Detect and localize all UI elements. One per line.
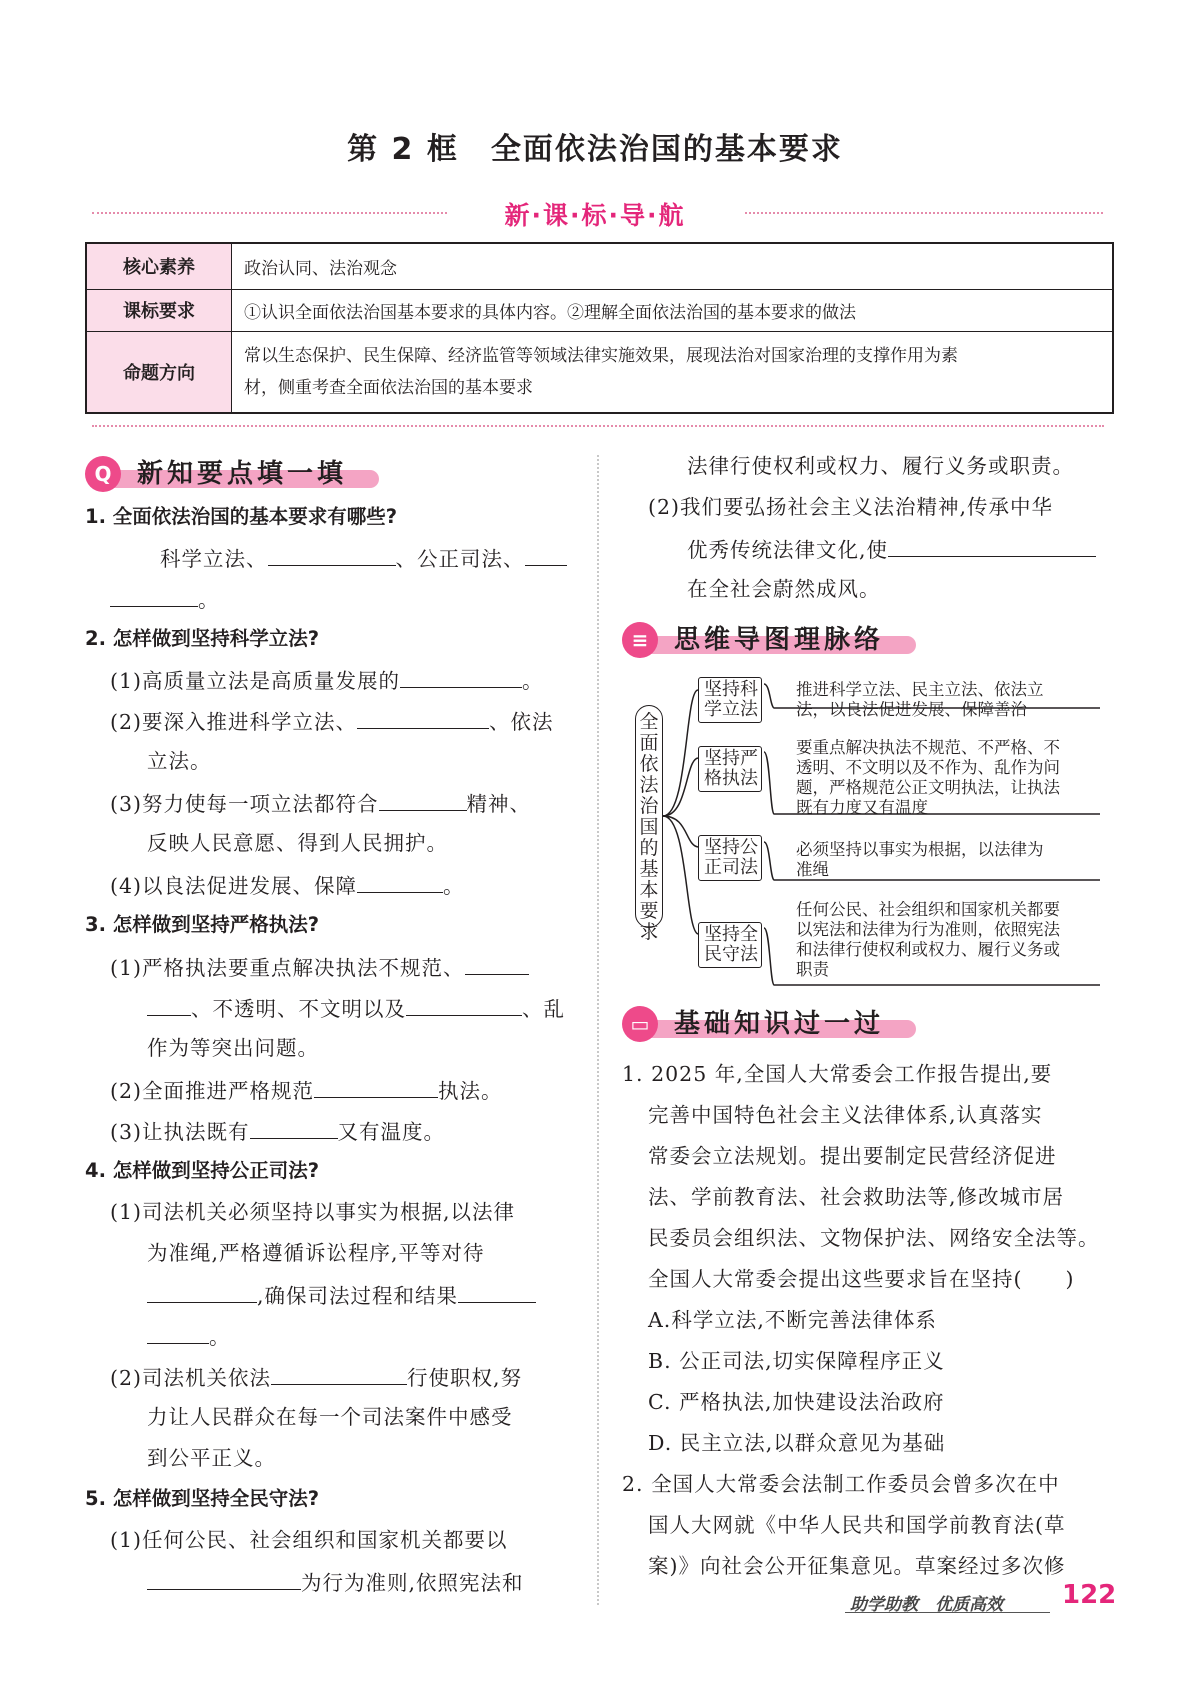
- blank[interactable]: [357, 870, 443, 893]
- fill-line: (1)任何公民、社会组织和国家机关都要以: [110, 1528, 508, 1552]
- blank[interactable]: [271, 1362, 407, 1385]
- blank[interactable]: [314, 1075, 438, 1098]
- question-title: 4. 怎样做到坚持公正司法?: [85, 1159, 320, 1182]
- answer-option[interactable]: C. 严格执法,加快建设法治政府: [648, 1390, 945, 1414]
- mindmap-node: 坚持公 正司法: [698, 835, 762, 881]
- answer-option[interactable]: A.科学立法,不断完善法律体系: [648, 1308, 937, 1332]
- fill-line: (3)让执法既有 又有温度。: [110, 1116, 445, 1146]
- book-icon: ▭: [622, 1006, 658, 1042]
- fill-line: (4)以良法促进发展、保障 。: [110, 870, 465, 900]
- fill-line: 、不透明、不文明以及 、乱: [147, 993, 565, 1023]
- table-value-line: 材，侧重考查全面依法治国的基本要求: [244, 377, 533, 398]
- fill-line: 优秀传统法律文化,使: [687, 534, 1096, 564]
- section-title: 基础知识过一过: [674, 1009, 885, 1039]
- mindmap-text: 必须坚持以事实为根据，以法律为 准绳: [796, 841, 1044, 879]
- question-line: 民委员会组织法、文物保护法、网络安全法等。: [648, 1226, 1100, 1250]
- mindmap-node: 坚持全 民守法: [698, 922, 762, 968]
- answer-option[interactable]: B. 公正司法,切实保障程序正义: [648, 1349, 945, 1373]
- footer-slogan: 助学助教 优质高效: [850, 1595, 1003, 1615]
- fill-line: 为准绳,严格遵循诉讼程序,平等对待: [147, 1241, 485, 1265]
- dotted-divider: [92, 425, 1104, 427]
- fill-line: (2)要深入推进科学立法、 、依法: [110, 706, 554, 736]
- fill-line: (2)我们要弘扬社会主义法治精神,传承中华: [648, 495, 1054, 519]
- column-divider: [597, 455, 599, 1605]
- section-header-mindmap: [622, 620, 922, 660]
- fill-line: 到公平正义。: [147, 1446, 276, 1470]
- question-line: 常委会立法规划。提出要制定民营经济促进: [648, 1144, 1057, 1168]
- answer-option[interactable]: D. 民主立法,以群众意见为基础: [648, 1431, 946, 1455]
- fill-line: 作为等突出问题。: [147, 1036, 319, 1060]
- section-title: 新知要点填一填: [137, 459, 348, 489]
- blank[interactable]: [268, 543, 396, 566]
- section-header-fill: [85, 454, 385, 494]
- mindmap-text: 要重点解决执法不规范、不严格、不 透明、不文明以及不作为、乱作为问 题，严格规范公正文明执法，让执法 既有力度又有温度: [796, 739, 1060, 817]
- search-icon: Q: [85, 456, 121, 492]
- blank[interactable]: [147, 1321, 209, 1344]
- mindmap-root-char: 基: [639, 859, 659, 880]
- fill-line: 力让人民群众在每一个司法案件中感受: [147, 1405, 513, 1429]
- mindmap-root-char: 本: [639, 880, 659, 901]
- question-title: 5. 怎样做到坚持全民守法?: [85, 1487, 320, 1510]
- mindmap-root-char: 求: [639, 922, 659, 943]
- question-line: 完善中国特色社会主义法律体系,认真落实: [648, 1103, 1043, 1127]
- table-value-line: 常以生态保护、民生保障、经济监管等领域法律实施效果，展现法治对国家治理的支撑作用为素: [244, 345, 958, 366]
- mindmap-root-char: 治: [639, 796, 659, 817]
- section-header-basics: [622, 1004, 922, 1044]
- table-value: ①认识全面依法治国基本要求的具体内容。②理解全面依法治国的基本要求的做法: [232, 289, 1114, 331]
- blank[interactable]: [465, 952, 529, 975]
- table-key: 命题方向: [86, 331, 232, 413]
- mindmap-node: 坚持严 格执法: [698, 746, 762, 792]
- question-line: 案)》向社会公开征集意见。草案经过多次修: [648, 1554, 1066, 1578]
- question-title: 3. 怎样做到坚持严格执法?: [85, 913, 320, 936]
- table-value: 政治认同、法治观念: [232, 243, 1114, 289]
- blank[interactable]: [406, 993, 522, 1016]
- fill-line: 。: [147, 1321, 231, 1351]
- blank[interactable]: [525, 543, 567, 566]
- fill-line: (1)司法机关必须坚持以事实为根据,以法律: [110, 1200, 516, 1224]
- list-icon: ≡: [622, 622, 658, 658]
- mindmap-node: 坚持科 学立法: [698, 677, 762, 723]
- question-line: 1. 2025 年,全国人大常委会工作报告提出,要: [622, 1062, 1053, 1086]
- mindmap-root-char: 法: [639, 775, 659, 796]
- page-title: 第 2 框 全面依法治国的基本要求: [347, 132, 843, 167]
- blank[interactable]: [458, 1280, 536, 1303]
- fill-line: (1)高质量立法是高质量发展的 。: [110, 665, 544, 695]
- table-key: 核心素养: [86, 243, 232, 289]
- blank[interactable]: [147, 1567, 301, 1590]
- fill-line: 为行为准则,依照宪法和: [147, 1567, 524, 1597]
- table-value: [232, 331, 1114, 413]
- question-line: 法、学前教育法、社会救助法等,修改城市居: [648, 1185, 1065, 1209]
- fill-line: 反映人民意愿、得到人民拥护。: [147, 831, 448, 855]
- nav-title: 新·课·标·导·航: [504, 201, 686, 230]
- fill-line: (3)努力使每一项立法都符合 精神、: [110, 788, 531, 818]
- fill-line: (2)全面推进严格规范 执法。: [110, 1075, 503, 1105]
- mindmap-text: 推进科学立法、民主立法、依法立 法，以良法促进发展、保障善治: [796, 681, 1044, 719]
- blank[interactable]: [110, 584, 198, 607]
- mindmap-root-char: 的: [639, 838, 659, 859]
- table-key: 课标要求: [86, 289, 232, 331]
- mindmap-text: 任何公民、社会组织和国家机关都要 以宪法和法律为行为准则，依照宪法 和法律行使权利或权力、履行义务或 职责: [796, 901, 1060, 979]
- blank[interactable]: [888, 534, 1096, 557]
- fill-line: 在全社会蔚然成风。: [687, 577, 881, 601]
- mindmap-root-char: 国: [639, 817, 659, 838]
- fill-line: 立法。: [147, 749, 212, 773]
- mindmap-root: [635, 705, 663, 943]
- fill-line: ,确保司法过程和结果: [147, 1280, 536, 1310]
- blank[interactable]: [400, 665, 522, 688]
- fill-line: (1)严格执法要重点解决执法不规范、: [110, 952, 529, 982]
- fill-line: 。: [110, 584, 220, 614]
- question-line: 2. 全国人大常委会法制工作委员会曾多次在中: [622, 1472, 1060, 1496]
- mindmap-root-char: 要: [639, 901, 659, 922]
- fill-line: 法律行使权利或权力、履行义务或职责。: [687, 454, 1074, 478]
- fill-line: 科学立法、 、公正司法、: [160, 543, 567, 573]
- fill-line: (2)司法机关依法 行使职权,努: [110, 1362, 522, 1392]
- question-title: 1. 全面依法治国的基本要求有哪些?: [85, 505, 398, 528]
- mindmap-root-char: 依: [639, 754, 659, 775]
- blank[interactable]: [357, 706, 489, 729]
- page-number: 122: [1062, 1580, 1117, 1610]
- blank[interactable]: [147, 993, 191, 1016]
- standards-table: [85, 242, 1114, 414]
- question-line: 全国人大常委会提出这些要求旨在坚持( ): [648, 1267, 1075, 1291]
- mindmap-root-char: 全: [639, 712, 659, 733]
- blank[interactable]: [379, 788, 467, 811]
- blank[interactable]: [147, 1280, 257, 1303]
- question-title: 2. 怎样做到坚持科学立法?: [85, 627, 320, 650]
- blank[interactable]: [250, 1116, 338, 1139]
- mindmap-root-char: 面: [639, 733, 659, 754]
- question-line: 国人大网就《中华人民共和国学前教育法(草: [648, 1513, 1066, 1537]
- section-title: 思维导图理脉络: [674, 625, 885, 655]
